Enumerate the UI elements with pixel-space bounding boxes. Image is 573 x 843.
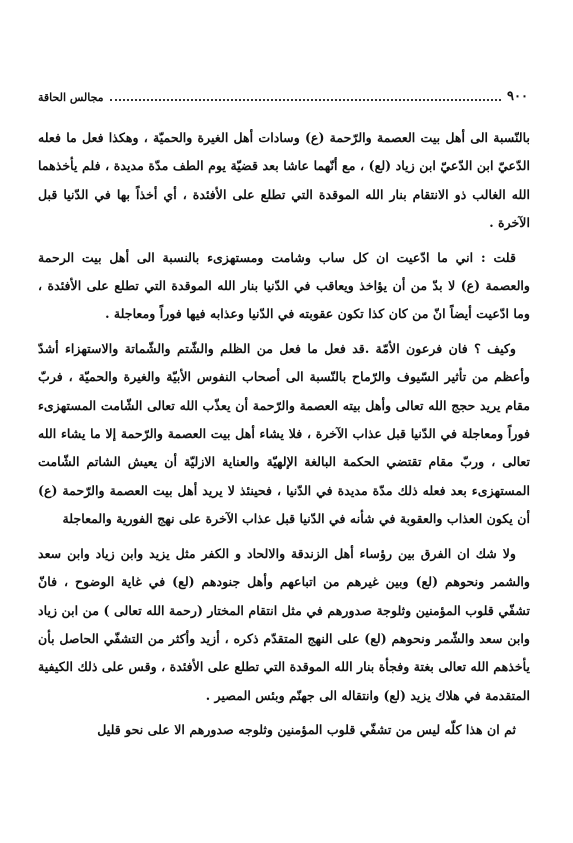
paragraph: وكيف ؟ فان فرعون الأمّة .قد فعل ما فعل من الظلم والشّتم والشّماتة والاستهزاء أشدّ وأعظم من تأثير السّيوف والرّماح بالنّسبة الى أصحاب النفوس الأبيّة والغيرة والحميّة ، فربّ مقام يريد حجج الله تعالى وأهل بيته العصمة والرّحمة أن يعذّب الله تعالى الشّامت المستهزىء فوراً ومعاجلة في الدّنيا قبل عذاب الآخرة ، فلا يشاء أهل بيت العصمة والرّحمة إلا ما يشاء الله تعالى ، وربّ مقام تقتضي الحكمة البالغة الإلهيّة والعناية الازليّة أن يعيش الشاتم الشّامت المستهزىء بعد فعله ذلك مدّة مديدة في الدّنيا ، فحينئذ لا يريد أهل بيت العصمة والرّحمة (ع) أن يكون العذاب والعقوبة في شأنه في الدّنيا قبل عذاب الآخرة على نهج الفورية والمعاجلة bbox=[38, 340, 530, 527]
paragraph: ولا شك ان الفرق بين رؤساء أهل الزندقة والالحاد و الكفر مثل يزيد وابن زياد وابن سعد والشمر ونحوهم (لع) وبين غيرهم من اتباعهم وأهل جنودهم (لع) في غاية الوضوح ، فانّ تشفّي قلوب المؤمنين وثلوجة صدورهم في مثل انتقام المختار (رحمة الله تعالى ) من ابن زياد وابن سعد والشّمر ونحوهم (لع) على النهج المتقدّم ذكره ، أزيد وأكثر من التشفّي الحاصل بأن يأخذهم الله تعالى بغتة وفجأة بنار الله الموقدة التي تطلع على الأفئدة ، وقس على ذلك الكيفية المتقدمة في هلاك يزيد (لع) وانتقاله الى جهنّم وبئس المصير . bbox=[38, 545, 530, 703]
page-header bbox=[38, 82, 528, 104]
body-text bbox=[38, 124, 530, 751]
paragraph: بالنّسبة الى أهل بيت العصمة والرّحمة (ع) وسادات أهل الغيرة والحميّة ، وهكذا فعل ما فعله الدّعيّ ابن الدّعيّ ابن زياد (لع) ، مع أنّهما عاشا بعد قضيّة يوم الطف مدّة مديدة ، فلم يأخذهما الله الغالب ذو الانتقام بنار الله الموقدة التي تطلع على الأفئدة ، أي أخذاً بها في الدّنيا قبل الآخرة . bbox=[38, 130, 530, 231]
paragraph: ثم ان هذا كلّه ليس من تشفّي قلوب المؤمنين وثلوجه صدورهم الا على نحو قليل bbox=[97, 722, 516, 738]
running-title: مجالس الحاقة bbox=[38, 91, 104, 104]
dotted-leader bbox=[110, 98, 501, 101]
page-number: ٩٠٠ bbox=[507, 89, 528, 104]
paragraph: قلت : اني ما ادّعيت ان كل ساب وشامت ومستهزىء بالنسبة الى أهل بيت الرحمة والعصمة (ع) لا بدّ من أن يؤاخذ ويعاقب في الدّنيا بنار الله الموقدة التي تطلع على الأفئدة ، وما ادّعيت أيضاً انّ من كان كذا تكون عقوبته في الدّنيا وعذابه فيها فوراً ومعاجلة . bbox=[38, 249, 530, 322]
